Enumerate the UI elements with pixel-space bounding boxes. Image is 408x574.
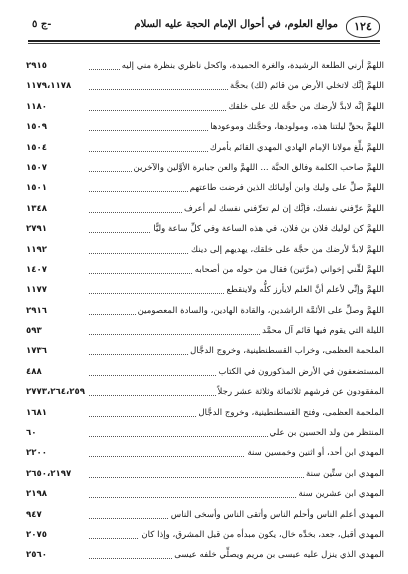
entry-reference-number: ٢٩١٥ [26, 56, 88, 76]
entry-text: المنتظر من ولد الحسين بن علي [268, 423, 384, 443]
index-entry [26, 76, 384, 96]
entry-reference-number: ٤٨٨ [26, 362, 88, 382]
index-entry [26, 403, 384, 423]
volume-label: -ج ٥ [32, 19, 52, 30]
index-entry [26, 382, 384, 402]
index-entry [26, 240, 384, 260]
entry-reference-number: ٢٥٦٠ [26, 545, 88, 565]
entry-text: اللهمَّ كن لوليك فلان بن فلان، في هذه الساعة وفي كلِّ ساعة وليًّا [151, 219, 384, 239]
entry-text: اللهمَّ بحقِّ ليلتنا هذه، ومولودها، وحجَّتك وموعودها [208, 117, 384, 137]
entry-text: اللهمَّ صاحب الكلمة وفالق الحبَّة ... اللهمَّ والعن جبابرة الأوَّلين والآخرين [132, 158, 384, 178]
entry-text: اللهمَّ لقِّني إخواني (مرَّتين) فقال من حوله من أصحابه [193, 260, 384, 280]
entry-reference-number: ١٣٤٨ [26, 199, 88, 219]
entry-reference-number: ١٧٣٦ [26, 341, 88, 361]
entry-text: اللهمَّ إنَّك لاتخلي الأرض من قائم (لك) بحجَّة [228, 76, 384, 96]
entry-text: المفقودون عن فرشهم ثلاثمائة وثلاثة عشر رجلاً [216, 382, 384, 402]
entry-text: اللهمَّ لابدَّ لأرضك من حجَّة على خلقك، يهديهم إلى دينك [189, 240, 384, 260]
index-entry [26, 178, 384, 198]
entry-text: اللهمَّ أرني الطلعة الرشيدة، والغرة الحميدة، واكحل ناظري بنظرة مني إليه [120, 56, 384, 76]
entry-text: المهدي الذي ينزل عليه عيسى بن مريم ويصلِّي خلفه عيسى [172, 545, 384, 565]
index-entry [26, 117, 384, 137]
entry-reference-number: ٢١٩٨ [26, 484, 88, 504]
entry-reference-number: ٩٤٧ [26, 505, 88, 525]
entry-reference-number: ٢٠٧٥ [26, 525, 88, 545]
entry-reference-number: ٢٢٠٠ [26, 443, 88, 463]
index-entry [26, 423, 384, 443]
index-entry [26, 158, 384, 178]
index-entry [26, 138, 384, 158]
entry-text: المهدي ابن ستِّين سنة [304, 464, 384, 484]
index-entry [26, 260, 384, 280]
index-entry [26, 97, 384, 117]
index-entry [26, 545, 384, 565]
entry-text: اللهمَّ وإنِّي لأعلم أنَّ العلم لايأرز كلُّه ولاينقطع [224, 280, 384, 300]
entry-text: اللهمَّ بلِّغ مولانا الإمام الهادي المهدي القائم بأمرك [208, 138, 384, 158]
entry-reference-number: ١١٧٧ [26, 280, 88, 300]
running-title: موالع العلوم، في أحوال الإمام الحجة عليه السلام [134, 19, 338, 30]
header-rule-thin [28, 43, 380, 44]
entry-reference-number: ١١٨٠ [26, 97, 88, 117]
index-entry [26, 362, 384, 382]
entry-text: المهدي أعلم الناس وأحلم الناس وأتقى الناس وأسخى الناس [169, 505, 384, 525]
page-number-badge: ١٢٤ [346, 16, 380, 38]
index-entry [26, 464, 384, 484]
entry-text: المستضعفون في الأرض المذكورون في الكتاب [216, 362, 384, 382]
page-header [28, 16, 380, 38]
index-entry [26, 525, 384, 545]
entry-reference-number: ١٥٠٤ [26, 138, 88, 158]
entry-reference-number: ١٥٠١ [26, 178, 88, 198]
entry-text: المهدي ابن عشرين سنة [296, 484, 384, 504]
entry-text: المهدي ابن أحد، أو اثنين وخمسين سنة [245, 443, 384, 463]
index-entry [26, 443, 384, 463]
entry-reference-number: ٢٧٩١ [26, 219, 88, 239]
index-entry [26, 301, 384, 321]
index-entry [26, 484, 384, 504]
index-entry [26, 56, 384, 76]
entry-reference-number: ١١٩٢ [26, 240, 88, 260]
entry-reference-number: ٢٧٧٣،٢٦٤،٢٥٩ [26, 382, 88, 402]
entry-text: الملحمة العظمى، وفتح القسطنطينية، وخروج الدجَّال [196, 403, 384, 423]
entry-reference-number: ٥٩٣ [26, 321, 88, 341]
index-entry [26, 321, 384, 341]
header-rule [28, 40, 380, 42]
index-entry [26, 199, 384, 219]
entry-text: اللهمَّ صلِّ على وليك وابن أوليائك الذين فرضت طاعتهم [188, 178, 384, 198]
index-entry [26, 280, 384, 300]
index-entry [26, 219, 384, 239]
index-entry [26, 341, 384, 361]
entry-reference-number: ٢٩١٦ [26, 301, 88, 321]
entry-text: الليلة التي يقوم فيها قائم آل محمَّد [260, 321, 384, 341]
index-list [26, 56, 384, 566]
index-entry [26, 505, 384, 525]
entry-reference-number: ١١٧٩،١١٧٨ [26, 76, 88, 96]
entry-text: اللهمَّ إنَّه لابدَّ لأرضك من حجَّة لك على خلقك [226, 97, 384, 117]
entry-reference-number: ٢٦٥٠،٢١٩٧ [26, 464, 88, 484]
entry-reference-number: ١٤٠٧ [26, 260, 88, 280]
entry-text: المهدي أقبل، جعد، بخدِّه خال، يكون مبدأه من قبل المشرق، وإذا كان [139, 525, 384, 545]
entry-reference-number: ١٦٨١ [26, 403, 88, 423]
entry-text: اللهمَّ وصلِّ على الأئمَّة الراشدين، والقادة الهادين، والسادة المعصومين [136, 301, 384, 321]
entry-reference-number: ١٥٠٧ [26, 158, 88, 178]
entry-reference-number: ١٥٠٩ [26, 117, 88, 137]
entry-text: اللهمَّ عرِّفني نفسك، فإنَّك إن لم تعرِّفني نفسك لم أعرف [182, 199, 384, 219]
entry-reference-number: ٦٠ [26, 423, 88, 443]
entry-text: الملحمة العظمى، وخراب القسطنطينية، وخروج الدجَّال [188, 341, 384, 361]
